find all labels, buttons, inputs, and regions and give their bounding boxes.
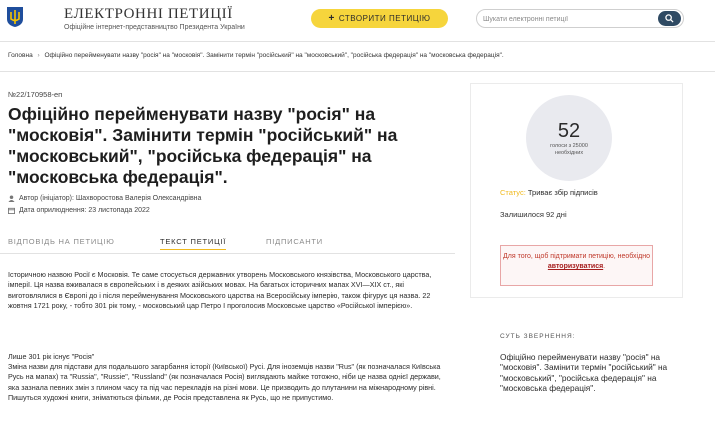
signature-count-label: голоси з 25000 необхідних <box>550 142 588 156</box>
create-petition-button[interactable] <box>311 9 448 28</box>
search-button[interactable] <box>658 11 681 26</box>
tab-text[interactable]: ТЕКСТ ПЕТИЦІЇ <box>160 237 226 250</box>
auth-warning-text: Для того, щоб підтримати петицію, необхідно <box>503 253 650 260</box>
user-icon <box>8 195 15 202</box>
petition-text-heading-2: Лише 301 рік існує "Росія" <box>8 352 95 361</box>
petition-number: №22/170958-еп <box>8 90 63 99</box>
calendar-icon <box>8 207 15 214</box>
header-divider <box>0 41 715 42</box>
days-remaining: Залишилося 92 дні <box>500 210 567 219</box>
site-subtitle: Офіційне інтернет-представництво Президента України <box>64 24 245 31</box>
auth-warning <box>500 245 653 286</box>
login-link[interactable]: авторизуватися <box>547 263 604 270</box>
create-petition-label: СТВОРИТИ ПЕТИЦІЮ <box>338 14 431 23</box>
tab-signers[interactable]: ПІДПИСАНТИ <box>266 237 323 246</box>
signature-count: 52 <box>557 119 581 142</box>
search-box <box>476 9 684 28</box>
petition-status <box>500 188 598 197</box>
petition-title: Офіційно перейменувати назву "росія" на "московія". Замінити термін "російський" на "московський", "російська федерація" на "московська федерація". <box>8 104 398 187</box>
petition-author <box>8 195 201 202</box>
breadcrumb-current: Офіційно перейменувати назву "росія" на "московія". Замінити термін "російський" на "московський", "російська федерація" на "московська федерація". <box>44 52 504 59</box>
breadcrumb-divider <box>0 71 715 72</box>
petition-text-paragraph-1: Історичною назвою Росії є Московія. Те саме стосується державних утворень Московського князівства, Московського царства, імперії. Ця назва вживалася в європейських і в деяких азійських мовах. На багатьох історичних мапах XVI—XIX ст., які виготовлялися в Європі до і після перейменування Московського царства на Всеросійську імперію, також фігурує ця назва. 22 жовтня 1721 року, - тобто 301 рік тому, - московський цар Петро І проголосив Московське царство «Російської імперією». <box>8 270 432 310</box>
tabs-divider <box>0 253 455 254</box>
status-value: Триває збір підписів <box>527 188 598 197</box>
gist-heading: СУТЬ ЗВЕРНЕННЯ: <box>500 333 576 340</box>
trident-logo-icon[interactable] <box>6 6 24 28</box>
plus-icon: + <box>328 13 335 24</box>
date-text: Дата оприлюднення: 23 листопада 2022 <box>19 207 150 214</box>
breadcrumb-separator: › <box>37 52 40 59</box>
site-title[interactable]: ЕЛЕКТРОННІ ПЕТИЦІЇ <box>64 6 233 22</box>
auth-warning-tail: . <box>603 263 606 270</box>
petition-text-paragraph-2: Зміна назви для підстави для подальшого загарбання історії (Київської) Русі. Для іноземців назви "Rus" (як позначалася Київська Русь на мапах) та "Russia", "Russie", "Russland" (як позначалася Росія) виглядають майже тотожно, ніби це назва однієї держави, яка зазнала певних змін з плином часу та під час перекладів на різні мови. Це призводить до плутанини на міжнародному рівні. Пишуться художні книги, зніматються фільми, де Росія представлена як Русь, що не припустимо. <box>8 362 441 402</box>
signature-counter <box>526 95 612 181</box>
site-header <box>0 0 715 38</box>
status-key: Статус: <box>500 188 526 197</box>
breadcrumb <box>8 52 504 59</box>
tab-answer[interactable]: ВІДПОВІДЬ НА ПЕТИЦІЮ <box>8 237 115 246</box>
breadcrumb-home-link[interactable]: Головна <box>8 52 33 59</box>
author-text: Автор (ініціатор): Шахворостова Валерія Олександрівна <box>19 195 202 202</box>
petition-date <box>8 207 150 214</box>
search-icon <box>665 14 674 23</box>
gist-text: Офіційно перейменувати назву "росія" на "московія". Замінити термін "російський" на "московський", "російська федерація" на "московська федерація". <box>500 352 668 394</box>
search-input[interactable] <box>483 12 653 26</box>
